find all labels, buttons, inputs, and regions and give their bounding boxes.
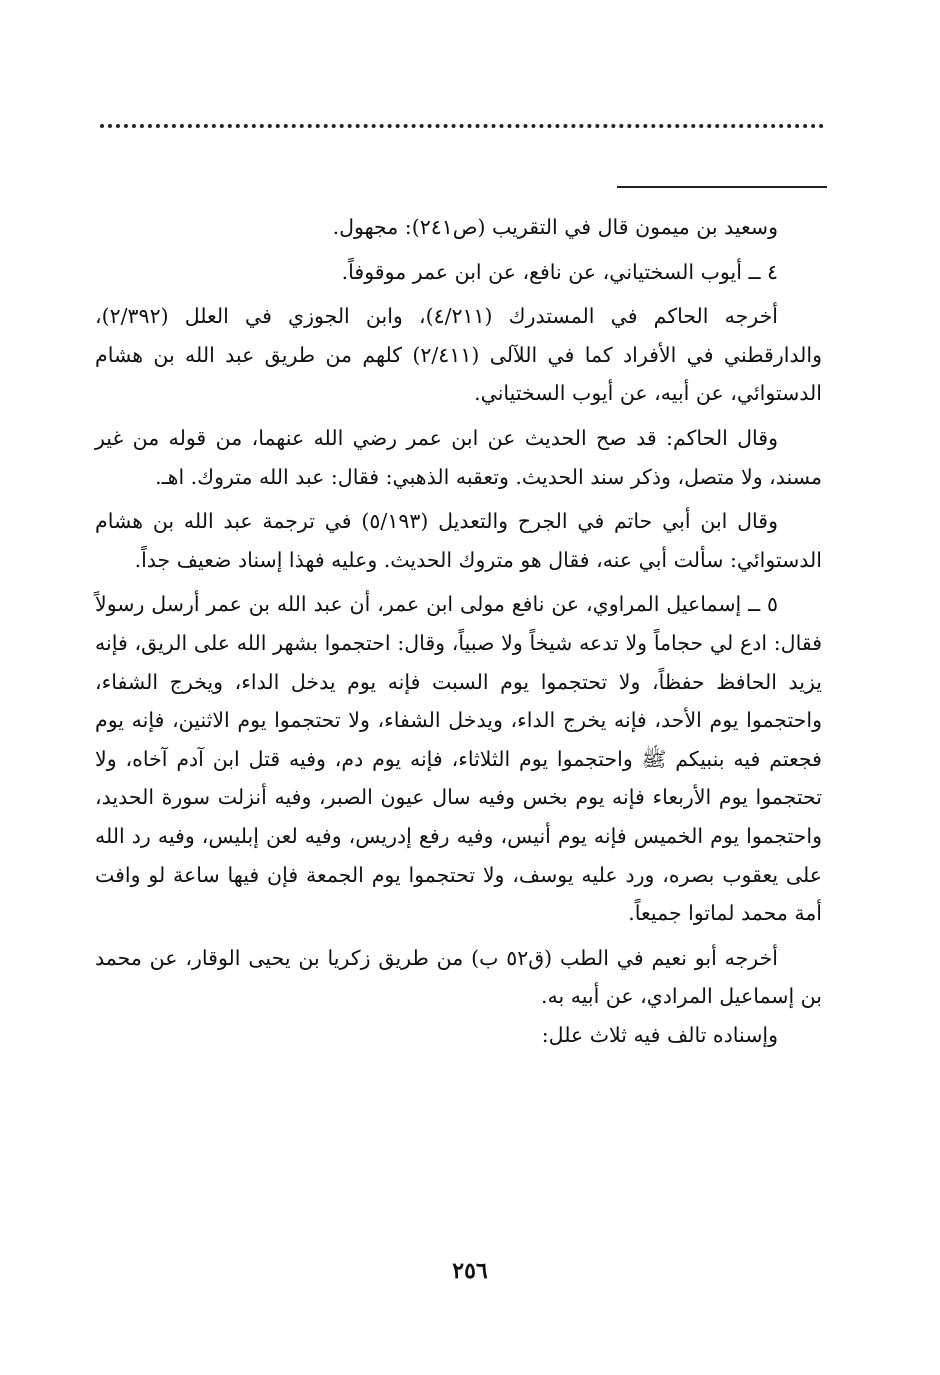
paragraph-narrator-note: وسعيد بن ميمون قال في التقريب (ص٢٤١): مجهول.: [332, 215, 778, 239]
dotted-separator: [100, 124, 824, 128]
paragraph-chain-5-text: ٥ ــ إسماعيل المراوي، عن نافع مولى ابن عمر، أن عبد الله بن عمر أرسل رسولاً فقال: ادع لي حجاماً ولا تدعه شيخاً ولا صبياً، وقال: احتجموا بشهر الله على الريق، فإنه يزيد الحافظ حفظاً، ولا تحتجموا يوم السبت فإنه يوم يدخل الداء، ويخرج الشفاء، واحتجموا يوم الأحد، فإنه يخرج الداء، ويدخل الشفاء، ولا تحتجموا يوم الاثنين، فإنه يوم فجعتم فيه بنبيكم ﷺ واحتجموا يوم الثلاثاء، فإنه يوم دم، وفيه قتل ابن آدم آخاه، ولا تحتجموا يوم الأربعاء فإنه يوم بخس وفيه سال عيون الصبر، وفيه أنزلت سورة الحديد، واحتجموا يوم الخميس فإنه يوم أنيس، وفيه رفع إدريس، وفيه لعن إبليس، وفيه رد الله على يعقوب بصره، ورد عليه يوسف، ولا تحتجموا يوم الجمعة فإن فيها ساعة لو وافت أمة محمد لماتوا جميعاً.: [95, 592, 822, 926]
paragraph-chain-4-sources: أخرجه الحاكم في المستدرك (٤/٢١١)، وابن الجوزي في العلل (٢/٣٩٢)، والدارقطني في الأفراد كما في اللآلى (٢/٤١١) كلهم من طريق عبد الله بن هشام الدستوائي، عن أبيه، عن أيوب السختياني.: [95, 304, 823, 406]
footnote-rule: [617, 186, 827, 188]
paragraph-hakim-comment: وقال الحاكم: قد صح الحديث عن ابن عمر رضي الله عنهما، من قوله من غير مسند، ولا متصل، وذكر سند الحديث. وتعقبه الذهبي: فقال: عبد الله متروك. اهـ.: [95, 425, 822, 489]
body-text: [95, 208, 822, 1060]
paragraph-chain-5-source: أخرجه أبو نعيم في الطب (ق٥٢ ب) من طريق زكريا بن يحيى الوقار، عن محمد بن إسماعيل المرادي، عن أبيه به.: [95, 945, 822, 1009]
paragraph-chain-4-heading: ٤ ــ أيوب السختياني، عن نافع، عن ابن عمر موقوفاً.: [341, 259, 778, 284]
page-number: ٢٥٦: [452, 1258, 488, 1284]
paragraph-defects-intro: وإسناده تالف فيه ثلاث علل:: [541, 1022, 778, 1047]
paragraph-ibn-abi-hatim: وقال ابن أبي حاتم في الجرح والتعديل (٥/١٩٣) في ترجمة عبد الله بن هشام الدستوائي: سألت أبي عنه، فقال هو متروك الحديث. وعليه فهذا إسناد ضعيف جداً.: [95, 509, 822, 572]
